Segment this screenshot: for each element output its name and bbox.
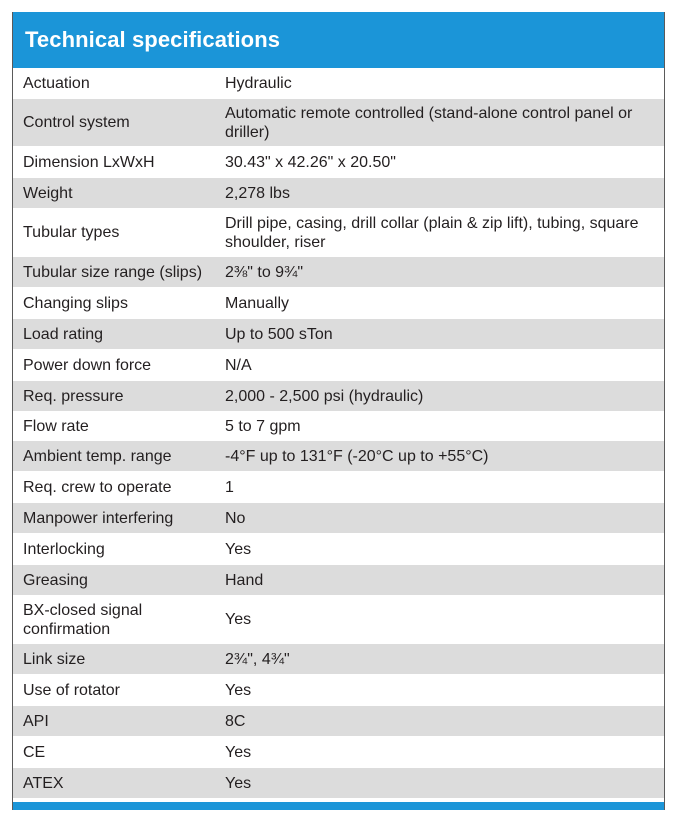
spec-label: ATEX [23, 774, 64, 792]
table-header [13, 12, 664, 68]
spec-value: 2,278 lbs [225, 184, 290, 202]
spec-row-req-crew [13, 472, 664, 503]
spec-value: Up to 500 sTon [225, 325, 333, 343]
spec-label: Ambient temp. range [23, 447, 172, 465]
spec-label: Req. crew to operate [23, 478, 172, 496]
spec-row-power-down-force [13, 350, 664, 381]
spec-label: API [23, 712, 49, 730]
spec-value: Yes [225, 743, 252, 761]
spec-value: Manually [225, 294, 290, 312]
spec-row-dimension [13, 147, 664, 178]
spec-row-use-of-rotator [13, 675, 664, 706]
spec-value: No [225, 509, 246, 527]
spec-label: Actuation [23, 74, 90, 92]
spec-label: CE [23, 743, 46, 761]
spec-value: Hydraulic [225, 74, 292, 92]
spec-value: Drill pipe, casing, drill collar (plain & zip lift), tubing, square shoulder, riser [225, 214, 639, 251]
table-footer-bar [13, 802, 664, 810]
spec-row-tubular-size-range [13, 257, 664, 288]
spec-row-greasing [13, 565, 664, 596]
spec-label: Power down force [23, 356, 152, 374]
spec-label: Changing slips [23, 294, 128, 312]
spec-row-ambient-temp [13, 441, 664, 472]
spec-label: Manpower interfering [23, 509, 174, 527]
spec-label: Tubular size range (slips) [23, 263, 203, 281]
spec-row-ce [13, 737, 664, 768]
spec-value: 2¾", 4¾" [225, 650, 290, 668]
spec-value: 8C [225, 712, 246, 730]
spec-label: Flow rate [23, 417, 89, 435]
spec-label: Req. pressure [23, 387, 124, 405]
spec-value: Automatic remote controlled (stand-alone control panel or driller) [225, 104, 633, 141]
spec-row-atex [13, 768, 664, 799]
technical-specifications-table [12, 12, 665, 810]
spec-label: Load rating [23, 325, 104, 343]
spec-value: Hand [225, 571, 264, 589]
spec-row-actuation [13, 68, 664, 99]
spec-row-tubular-types [13, 209, 664, 257]
spec-label: Use of rotator [23, 681, 120, 699]
spec-value: 2,000 - 2,500 psi (hydraulic) [225, 387, 424, 405]
spec-row-weight [13, 178, 664, 209]
spec-row-manpower-interfering [13, 503, 664, 534]
spec-value: N/A [225, 356, 252, 374]
spec-rows [13, 68, 664, 799]
spec-label: Link size [23, 650, 86, 668]
spec-value: Yes [225, 611, 252, 628]
spec-value: 2⅜" to 9¾" [225, 263, 304, 281]
spec-row-changing-slips [13, 288, 664, 319]
spec-row-flow-rate [13, 412, 664, 441]
spec-value: 1 [225, 478, 234, 496]
spec-label: Control system [23, 114, 130, 131]
spec-value: Yes [225, 774, 252, 792]
table-title: Technical specifications [25, 27, 281, 52]
spec-label: Dimension LxWxH [23, 153, 155, 171]
spec-label: BX-closed signal confirmation [23, 601, 143, 638]
spec-row-control-system [13, 99, 664, 147]
spec-label: Greasing [23, 571, 88, 589]
spec-label: Weight [23, 184, 73, 202]
spec-row-link-size [13, 644, 664, 675]
spec-value: Yes [225, 540, 252, 558]
spec-value: Yes [225, 681, 252, 699]
spec-label: Interlocking [23, 540, 105, 558]
spec-value: 5 to 7 gpm [225, 417, 301, 435]
spec-row-api [13, 706, 664, 737]
spec-row-req-pressure [13, 381, 664, 412]
spec-row-load-rating [13, 319, 664, 350]
spec-label: Tubular types [23, 224, 120, 241]
spec-row-interlocking [13, 534, 664, 565]
spec-row-bx-closed-signal [13, 596, 664, 644]
spec-value: -4°F up to 131°F (-20°C up to +55°C) [225, 447, 489, 465]
spec-value: 30.43" x 42.26" x 20.50" [225, 153, 396, 171]
